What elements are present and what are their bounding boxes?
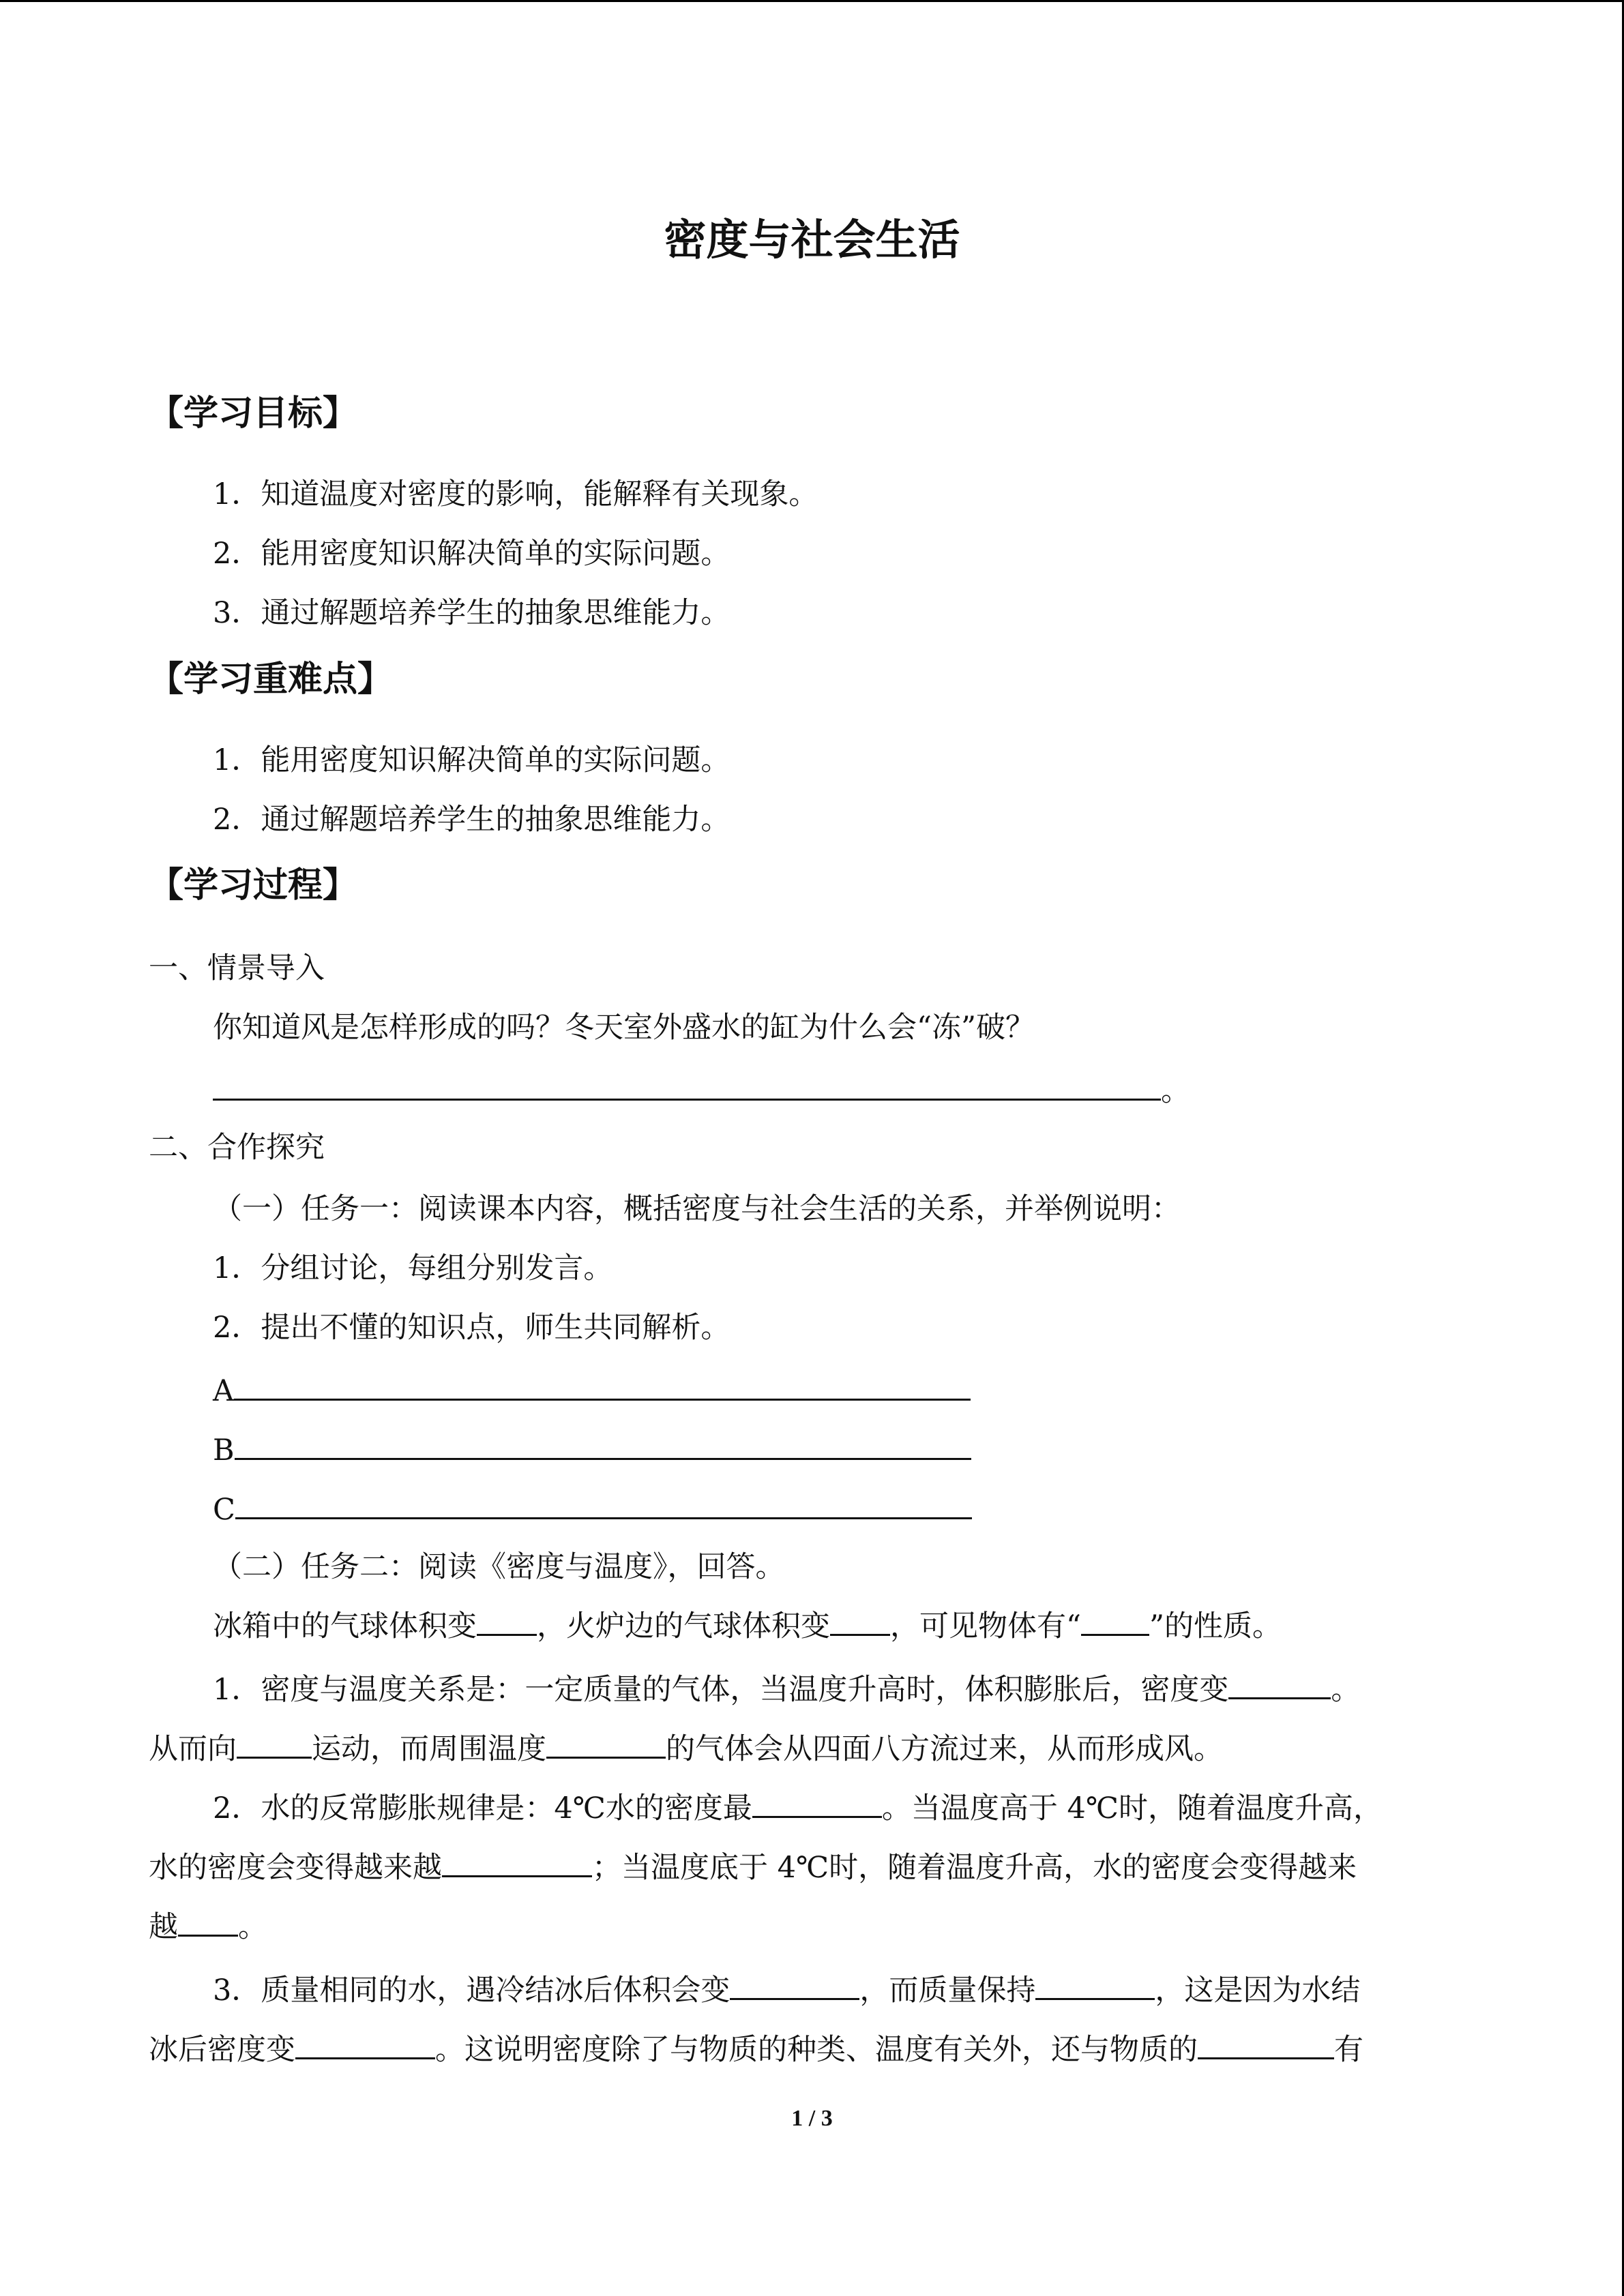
task2-intro [213, 1606, 1282, 1647]
q1-blank-1[interactable] [1228, 1671, 1331, 1699]
goal-item-1: 1．知道温度对密度的影响，能解释有关现象。 [213, 477, 818, 511]
q2-text-a: 2．水的反常膨胀规律是：4℃水的密度最 [213, 1791, 752, 1825]
intro-text-d: ”的性质。 [1149, 1609, 1282, 1643]
q2-line-2 [149, 1847, 1357, 1888]
q1-line-1 [213, 1669, 1360, 1710]
q1-blank-3[interactable] [546, 1731, 666, 1759]
part1-answer-line [213, 1071, 1190, 1112]
q1-text-d: 运动，而周围温度 [312, 1732, 546, 1766]
q2-text-d: ；当温度底于 4℃时，随着温度升高，水的密度会变得越来 [592, 1851, 1357, 1885]
q1-text-c: 从而向 [149, 1732, 237, 1766]
q3-line-1 [213, 1970, 1360, 2011]
q2-blank-1[interactable] [752, 1790, 882, 1818]
intro-text-a: 冰箱中的气球体积变 [213, 1609, 477, 1643]
part1-question: 你知道风是怎样形成的吗？冬天室外盛水的缸为什么会“冻”破？ [213, 1011, 1035, 1045]
intro-text-c: ，可见物体有“ [890, 1609, 1081, 1643]
part2-heading: 二、合作探究 [149, 1131, 325, 1165]
q3-text-b: ，而质量保持 [859, 1973, 1036, 2008]
q1-line-2 [149, 1729, 1223, 1770]
keypoint-item-2: 2．通过解题培养学生的抽象思维能力。 [213, 803, 730, 837]
q3-blank-2[interactable] [1035, 1972, 1155, 2000]
q3-blank-4[interactable] [1198, 2031, 1334, 2059]
q2-line-1 [213, 1788, 1383, 1829]
q2-blank-2[interactable] [442, 1849, 592, 1877]
q1-blank-2[interactable] [237, 1731, 312, 1759]
q3-text-f: 有 [1334, 2033, 1363, 2067]
intro-blank-1[interactable] [477, 1608, 537, 1636]
task1-step1: 1．分组讨论，每组分别发言。 [213, 1251, 613, 1285]
goals-heading: 【学习目标】 [149, 393, 358, 434]
q2-line-3 [149, 1907, 267, 1948]
task1-step2: 2．提出不懂的知识点，师生共同解析。 [213, 1311, 730, 1345]
q2-blank-3[interactable] [178, 1909, 238, 1937]
goal-item-2: 2．能用密度知识解决简单的实际问题。 [213, 537, 730, 571]
blank-label-b: B [213, 1433, 235, 1467]
blank-line-b [213, 1430, 971, 1471]
keypoints-heading: 【学习重难点】 [149, 659, 393, 700]
q1-text-b: 。 [1331, 1673, 1361, 1707]
intro-blank-3[interactable] [1081, 1608, 1149, 1636]
blank-label-c: C [213, 1493, 235, 1527]
q3-blank-3[interactable] [295, 2031, 435, 2059]
q3-text-c: ，这是因为水结 [1155, 1973, 1361, 2008]
goal-item-3: 3．通过解题培养学生的抽象思维能力。 [213, 596, 730, 630]
part1-heading: 一、情景导入 [149, 951, 325, 985]
q3-text-e: 。这说明密度除了与物质的种类、温度有关外，还与物质的 [435, 2033, 1198, 2067]
q2-text-e: 越 [149, 1910, 178, 1944]
page-border-top [0, 0, 1624, 2]
task2-title: （二）任务二：阅读《密度与温度》，回答。 [213, 1550, 785, 1584]
q1-text-e: 的气体会从四面八方流过来，从而形成风。 [666, 1732, 1223, 1766]
q2-text-f: 。 [238, 1910, 267, 1944]
answer-blank[interactable] [213, 1073, 1161, 1101]
q1-text-a: 1．密度与温度关系是：一定质量的气体，当温度升高时，体积膨胀后，密度变 [213, 1673, 1229, 1707]
process-heading: 【学习过程】 [149, 865, 358, 906]
keypoint-item-1: 1．能用密度知识解决简单的实际问题。 [213, 743, 730, 777]
answer-end-mark: 。 [1161, 1074, 1190, 1108]
intro-text-b: ，火炉边的气球体积变 [537, 1609, 830, 1643]
page-number: 1 / 3 [791, 2106, 833, 2131]
blank-label-a: A [213, 1374, 235, 1408]
blank-c[interactable] [235, 1491, 972, 1519]
q3-blank-1[interactable] [730, 1972, 859, 2000]
q3-text-a: 3．质量相同的水，遇冷结冰后体积会变 [213, 1973, 730, 2008]
q2-text-b: 。当温度高于 4℃时，随着温度升高， [881, 1791, 1383, 1825]
blank-line-a [213, 1371, 971, 1412]
q3-text-d: 冰后密度变 [149, 2033, 295, 2067]
q3-line-2 [149, 2029, 1363, 2070]
blank-a[interactable] [234, 1373, 971, 1401]
blank-b[interactable] [235, 1432, 971, 1460]
q2-text-c: 水的密度会变得越来越 [149, 1851, 442, 1885]
task1-title: （一）任务一：阅读课本内容，概括密度与社会生活的关系，并举例说明： [213, 1192, 1181, 1226]
page-title: 密度与社会生活 [664, 215, 960, 265]
blank-line-c [213, 1489, 972, 1530]
intro-blank-2[interactable] [830, 1608, 890, 1636]
